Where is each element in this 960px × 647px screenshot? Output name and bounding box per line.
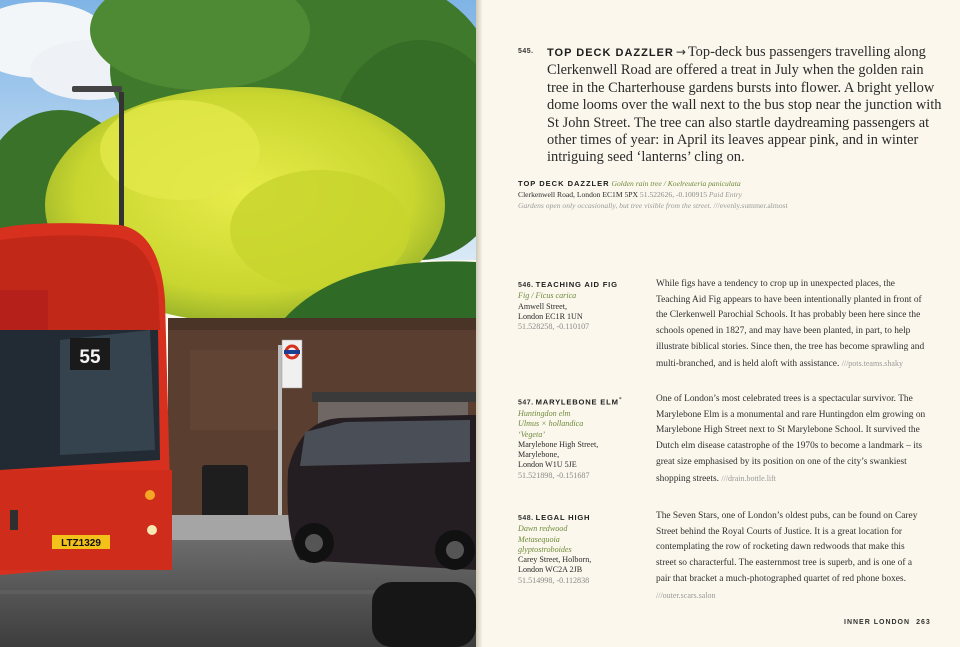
- what3words: ///evenly.summer.almost: [713, 201, 788, 210]
- entry-text: The Seven Stars, one of London’s oldest pubs, can be found on Carey Street behind the Royal Courts of Justice. It is a great location for contemplating the row of rocketing dawn redwoods that make this street so characterful. The easternmost tree is superb, and is one of a pair that bracket a much-photographed quartet of red phone boxes.: [656, 511, 918, 584]
- entry-body: [656, 509, 926, 604]
- entry-number: 546.: [518, 282, 534, 289]
- entry-title: TEACHING AID FIG: [535, 280, 618, 289]
- address: Clerkenwell Road, London EC1M 5PX: [518, 190, 639, 199]
- address-line: Carey Street, Holborn,: [518, 555, 592, 565]
- entry-sidebar: [518, 280, 638, 332]
- species-line: Huntingdon elm: [518, 408, 571, 418]
- entry-info: [518, 178, 938, 211]
- visibility-note: Gardens open only occasionally, but tree visible from the street.: [518, 201, 712, 210]
- red-bus: [0, 223, 172, 575]
- address-line: London WC2A 2JB: [518, 565, 583, 575]
- dark-car: [288, 415, 477, 570]
- bus-shelter: [312, 392, 476, 402]
- species-line: Dawn redwood: [518, 524, 568, 534]
- entry-text: While figs have a tendency to crop up in unexpected places, the Teaching Aid Fig appears to have been intentionally planted in front of the Clerkenwell Parochial Schools. It has probably been here since the schools opened in 1827, and may have been planted, in part, to help illustrate biblical stories. Since then, the tree has become sprawling and multi-branched, and is held aloft with assistance.: [656, 279, 925, 369]
- address-line: Marylebone,: [518, 450, 560, 460]
- bus-route-number: 55: [79, 347, 101, 368]
- entry-body: [656, 392, 926, 487]
- species-line: Ulmus × hollandica: [518, 419, 584, 429]
- text-page: [482, 0, 960, 647]
- species-line: ‘Vegeta’: [518, 429, 545, 439]
- entry-body: [656, 277, 926, 372]
- bus-stop-pole: [278, 345, 282, 530]
- car-foreground: [372, 582, 476, 647]
- title-mark: *: [618, 397, 622, 403]
- entry-number: 547.: [518, 399, 534, 407]
- entry-sidebar: [518, 513, 638, 586]
- address-line: Amwell Street,: [518, 301, 568, 311]
- arrow-icon: →: [675, 45, 686, 59]
- section-name: INNER LONDON: [844, 619, 911, 626]
- entry-number: 548.: [518, 515, 534, 522]
- coordinates: 51.521898, -0.151687: [518, 470, 590, 480]
- species-line: glyptostroboides: [518, 544, 572, 554]
- address-line: London EC1R 1UN: [518, 311, 583, 321]
- species-line: Fig / Ficus carica: [518, 291, 577, 301]
- what3words: ///pots.teams.shaky: [841, 358, 903, 368]
- street-photograph: [0, 0, 476, 647]
- what3words: ///drain.bottle.lift: [721, 473, 777, 483]
- coordinates: 51.514998, -0.112838: [518, 575, 590, 585]
- coordinates: 51.528258, -0.110107: [518, 322, 590, 332]
- entry-number: 545.: [518, 48, 534, 55]
- what3words: ///outer.scars.salon: [656, 590, 716, 600]
- running-footer: [844, 619, 931, 626]
- access-note: Paid Entry: [708, 190, 743, 199]
- page-number: 263: [916, 619, 931, 626]
- entry-sidebar: [518, 395, 638, 481]
- entry-text: Top-deck bus passengers travelling along Clerkenwell Road are offered a treat in July when the golden rain tree in the Charterhouse gardens bursts into flower. A bright yellow dome looms over the wall next to the bus stop near the junction with St John Street. The tree can also startle daydreaming passengers at other times of year: in April its leaves appear pink, and in winter intriguing seed ‘lanterns’ cling on.: [547, 44, 942, 166]
- feature-entry: [547, 44, 947, 167]
- entry-title: MARYLEBONE ELM: [535, 397, 619, 407]
- address-line: London W1U 5JE: [518, 460, 577, 470]
- address-line: Marylebone High Street,: [518, 439, 599, 449]
- coordinates: 51.522626, -0.100915: [639, 190, 707, 199]
- entry-text: One of London’s most celebrated trees is a spectacular survivor. The Marylebone Elm is a monumental and rare Huntingdon elm growing on Marylebone High Street next to St Marylebone School. It survived the Dutch elm disease catastrophe of the 1970s to become a landmark – its great size emphasised by its position on one of the city’s swankiest shopping streets.: [656, 394, 926, 484]
- info-title: TOP DECK DAZZLER: [518, 179, 610, 188]
- entry-title: TOP DECK DAZZLER: [547, 47, 674, 59]
- bus-number-plate: LTZ1329: [61, 538, 101, 549]
- species-name: Golden rain tree / Koelreuteria paniculata: [611, 179, 741, 188]
- entry-title: LEGAL HIGH: [535, 513, 591, 522]
- species-line: Metasequoia: [518, 534, 560, 544]
